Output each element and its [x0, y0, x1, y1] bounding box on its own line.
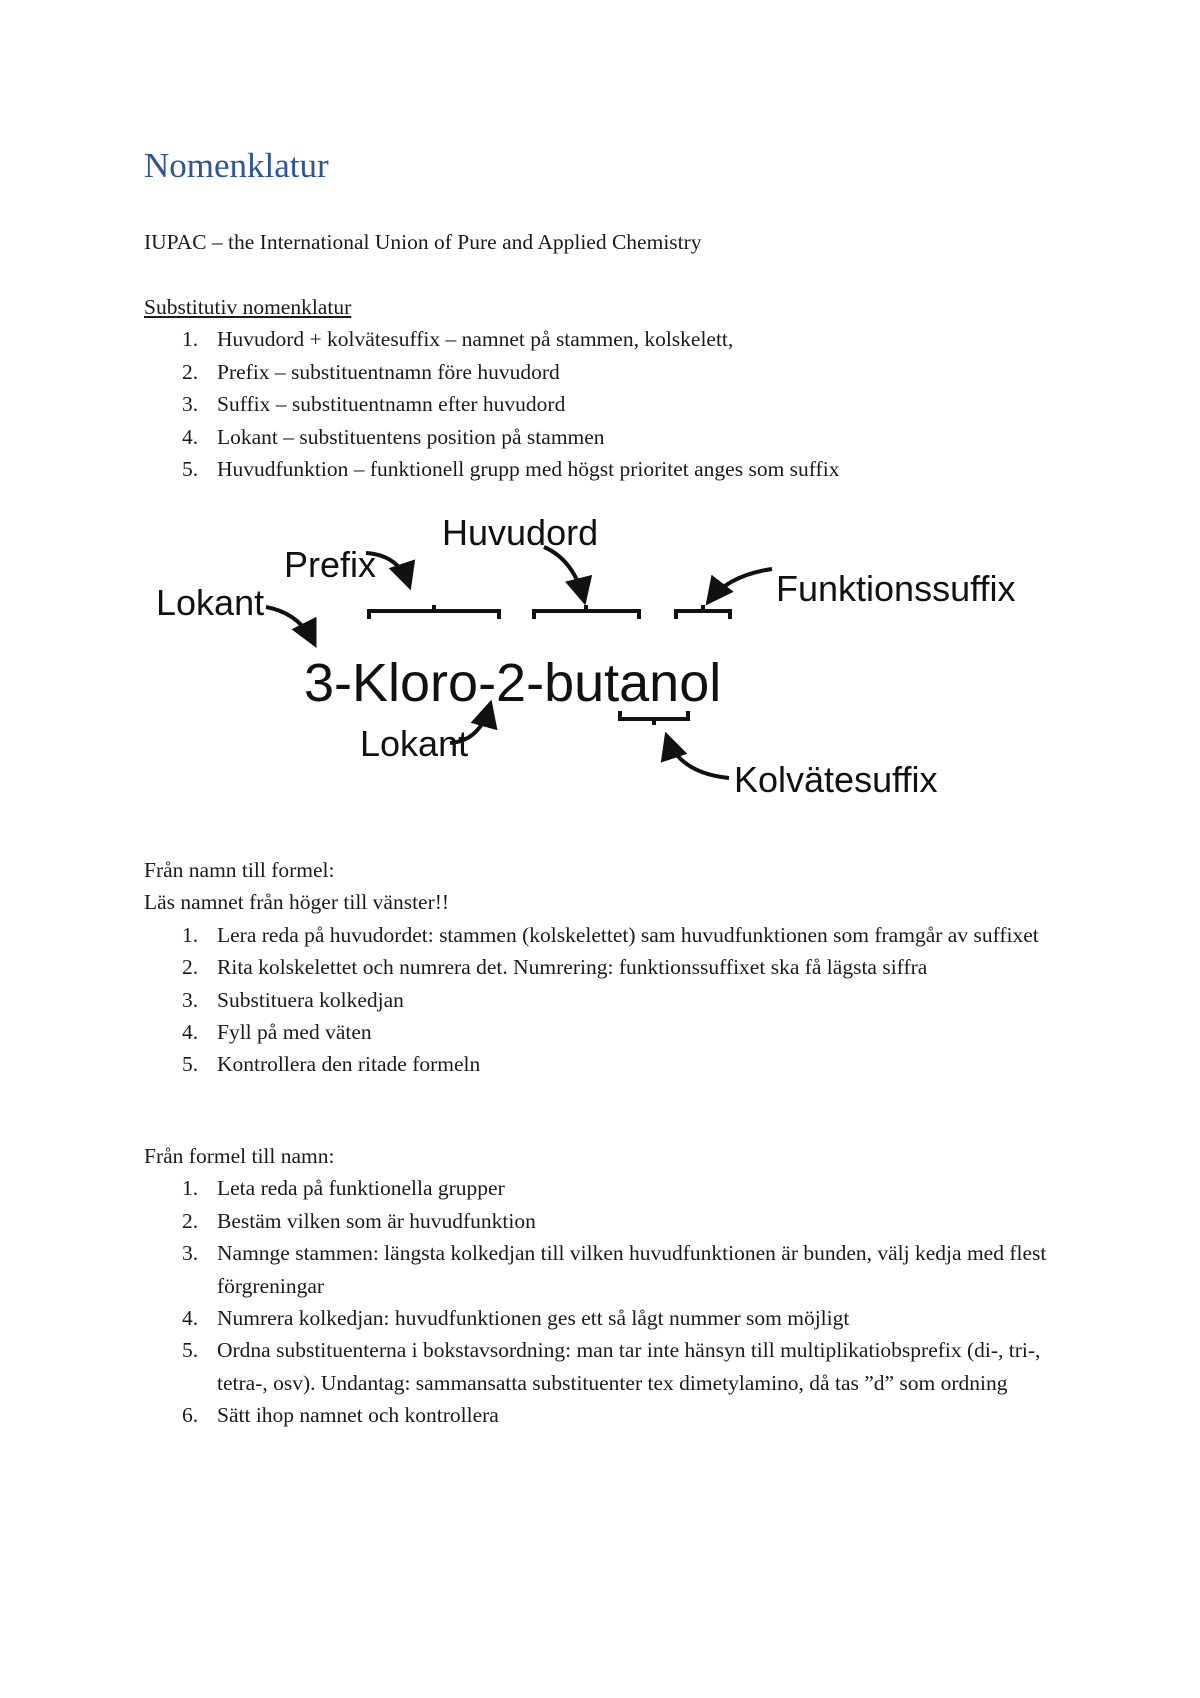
- name-to-formula-list: [144, 919, 1074, 1081]
- list-item: 5. Ordna substituenterna i bokstavsordning: man tar inte hänsyn till multiplikatiobsprefix (di-, tri-, tetra-, osv). Undantag: sammansatta substituenter tex dimetylamino, då tas ”d” som ordning: [182, 1338, 1041, 1395]
- formula-to-name-list: [144, 1172, 1074, 1431]
- substitutive-section: [144, 291, 1074, 485]
- list-item: 6. Sätt ihop namnet och kontrollera: [182, 1403, 499, 1428]
- label-prefix: Prefix: [284, 544, 377, 585]
- formula-to-name-section: [144, 1140, 1074, 1432]
- intro-paragraph: IUPAC – the International Union of Pure and Applied Chemistry: [144, 230, 702, 254]
- prefix-bracket: [369, 605, 499, 619]
- list-item: 4. Fyll på med väten: [182, 1020, 372, 1045]
- list-item: 2. Rita kolskelettet och numrera det. Numrering: funktionssuffixet ska få lägsta siffra: [182, 955, 928, 980]
- page-title: Nomenklatur: [144, 146, 329, 185]
- label-kolvatesuffix: Kolvätesuffix: [734, 759, 938, 800]
- name-to-formula-subheading: Läs namnet från höger till vänster!!: [144, 890, 450, 915]
- name-to-formula-section: [144, 854, 1074, 1081]
- list-item: 2. Bestäm vilken som är huvudfunktion: [182, 1208, 536, 1233]
- list-item: 5. Huvudfunktion – funktionell grupp med högst prioritet anges som suffix: [182, 457, 840, 482]
- list-item: 4. Lokant – substituentens position på stammen: [182, 424, 605, 449]
- list-item: 4. Numrera kolkedjan: huvudfunktionen ges ett så lågt nummer som möjligt: [182, 1306, 850, 1331]
- arrow-lokant-1: [266, 607, 314, 643]
- substitutive-heading: Substitutiv nomenklatur: [144, 295, 352, 319]
- label-funktionssuffix: Funktionssuffix: [776, 568, 1016, 609]
- arrow-funktionssuffix: [709, 569, 772, 601]
- arrow-huvudord: [544, 547, 584, 600]
- name-to-formula-heading: Från namn till formel:: [144, 858, 335, 882]
- list-item: 1. Huvudord + kolvätesuffix – namnet på stammen, kolskelett,: [182, 327, 734, 352]
- nomenclature-diagram: [144, 515, 1064, 815]
- label-lokant-1: Lokant: [156, 582, 265, 623]
- list-item: 3. Namnge stammen: längsta kolkedjan till vilken huvudfunktionen är bunden, välj kedja med flest förgreningar: [182, 1241, 1047, 1298]
- arrow-kolvatesuffix: [667, 737, 729, 778]
- list-item: 3. Suffix – substituentnamn efter huvudord: [182, 392, 566, 417]
- huvudord-bracket: [534, 605, 639, 619]
- label-huvudord: Huvudord: [442, 515, 599, 553]
- list-item: 1. Lera reda på huvudordet: stammen (kolskelettet) sam huvudfunktionen som framgår av suffixet: [182, 922, 1039, 947]
- list-item: 5. Kontrollera den ritade formeln: [182, 1052, 481, 1077]
- substitutive-list: [144, 323, 1074, 485]
- kolvatesuffix-bracket: [620, 711, 688, 725]
- list-item: 3. Substituera kolkedjan: [182, 987, 404, 1012]
- list-item: 2. Prefix – substituentnamn före huvudord: [182, 359, 560, 384]
- formula-to-name-heading: Från formel till namn:: [144, 1144, 335, 1168]
- compound-name: 3-Kloro-2-butanol: [304, 653, 722, 713]
- funktionssuffix-bracket: [676, 605, 730, 619]
- label-lokant-2: Lokant: [360, 723, 469, 764]
- list-item: 1. Leta reda på funktionella grupper: [182, 1176, 505, 1201]
